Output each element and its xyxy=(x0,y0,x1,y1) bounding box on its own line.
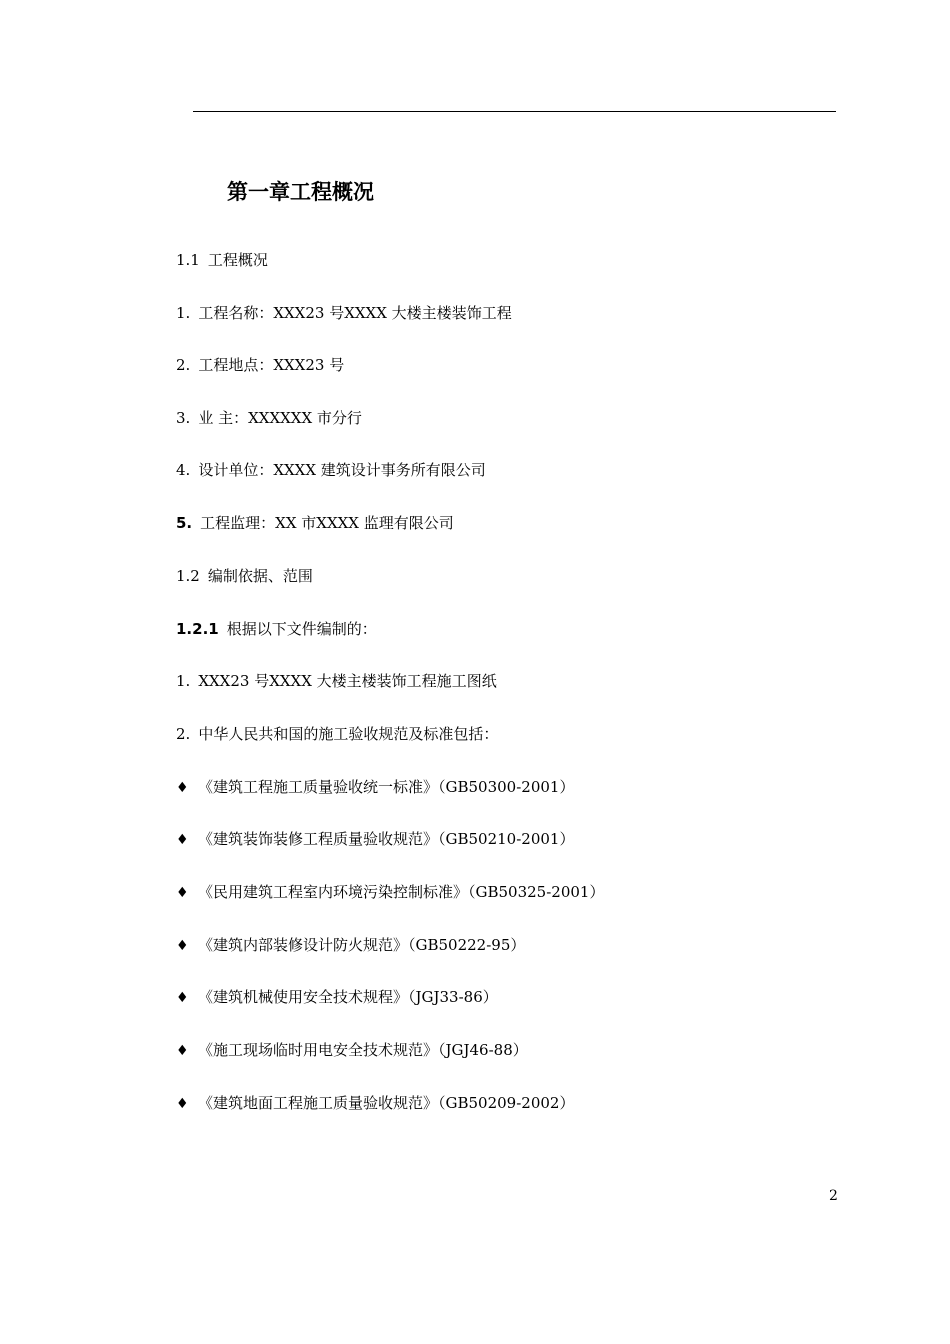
standard-text: 《建筑地面工程施工质量验收规范》（GB50209-2002） xyxy=(198,1094,575,1112)
diamond-bullet-icon: ♦ xyxy=(176,990,189,1006)
item-number: 3. xyxy=(176,409,191,427)
section-heading-1-2-1 xyxy=(176,619,377,639)
standard-item xyxy=(176,882,604,903)
list-item xyxy=(176,408,362,428)
item-text: 工程监理：XX 市XXXX 监理有限公司 xyxy=(200,514,454,532)
diamond-bullet-icon: ♦ xyxy=(176,780,189,796)
section-title: 工程概况 xyxy=(207,251,268,269)
item-number: 4. xyxy=(176,461,191,479)
standard-item xyxy=(176,1040,528,1061)
diamond-bullet-icon: ♦ xyxy=(176,1096,189,1112)
item-number: 1. xyxy=(176,304,191,322)
item-text: 中华人民共和国的施工验收规范及标准包括： xyxy=(198,725,499,743)
diamond-bullet-icon: ♦ xyxy=(176,832,189,848)
item-number: 2. xyxy=(176,356,191,374)
standard-text: 《建筑工程施工质量验收统一标准》（GB50300-2001） xyxy=(198,778,575,796)
standard-text: 《建筑机械使用安全技术规程》（JGJ33-86） xyxy=(198,988,498,1006)
section-number: 1.1 xyxy=(176,251,200,269)
list-item xyxy=(176,303,512,323)
item-text: 设计单位：XXXX 建筑设计事务所有限公司 xyxy=(198,461,486,479)
item-text: 业 主：XXXXXX 市分行 xyxy=(198,409,362,427)
diamond-bullet-icon: ♦ xyxy=(176,1043,189,1059)
item-number: 5. xyxy=(176,514,193,532)
section-heading-1-2 xyxy=(176,566,313,586)
section-title: 根据以下文件编制的： xyxy=(226,620,377,638)
standard-item xyxy=(176,829,574,850)
section-heading-1-1 xyxy=(176,250,268,270)
standard-text: 《建筑装饰装修工程质量验收规范》（GB50210-2001） xyxy=(198,830,575,848)
section-title: 编制依据、范围 xyxy=(207,567,313,585)
standard-text: 《建筑内部装修设计防火规范》（GB50222-95） xyxy=(198,936,526,954)
list-item xyxy=(176,671,497,691)
section-number: 1.2 xyxy=(176,567,200,585)
chapter-title: 第一章工程概况 xyxy=(227,180,374,204)
standard-text: 《施工现场临时用电安全技术规范》（JGJ46-88） xyxy=(198,1041,528,1059)
list-item xyxy=(176,355,344,375)
item-text: XXX23 号XXXX 大楼主楼装饰工程施工图纸 xyxy=(198,672,497,690)
page-number: 2 xyxy=(829,1188,838,1204)
standard-item xyxy=(176,987,498,1008)
list-item xyxy=(176,724,498,744)
section-number: 1.2.1 xyxy=(176,620,219,638)
item-text: 工程地点：XXX23 号 xyxy=(198,356,345,374)
diamond-bullet-icon: ♦ xyxy=(176,938,189,954)
standard-item xyxy=(176,935,525,956)
standard-text: 《民用建筑工程室内环境污染控制标准》（GB50325-2001） xyxy=(198,883,605,901)
diamond-bullet-icon: ♦ xyxy=(176,885,189,901)
list-item xyxy=(176,460,486,480)
header-rule xyxy=(193,111,836,112)
standard-item xyxy=(176,1093,574,1114)
standard-item xyxy=(176,777,574,798)
list-item xyxy=(176,513,454,533)
item-number: 2. xyxy=(176,725,191,743)
item-text: 工程名称：XXX23 号XXXX 大楼主楼装饰工程 xyxy=(198,304,512,322)
item-number: 1. xyxy=(176,672,191,690)
